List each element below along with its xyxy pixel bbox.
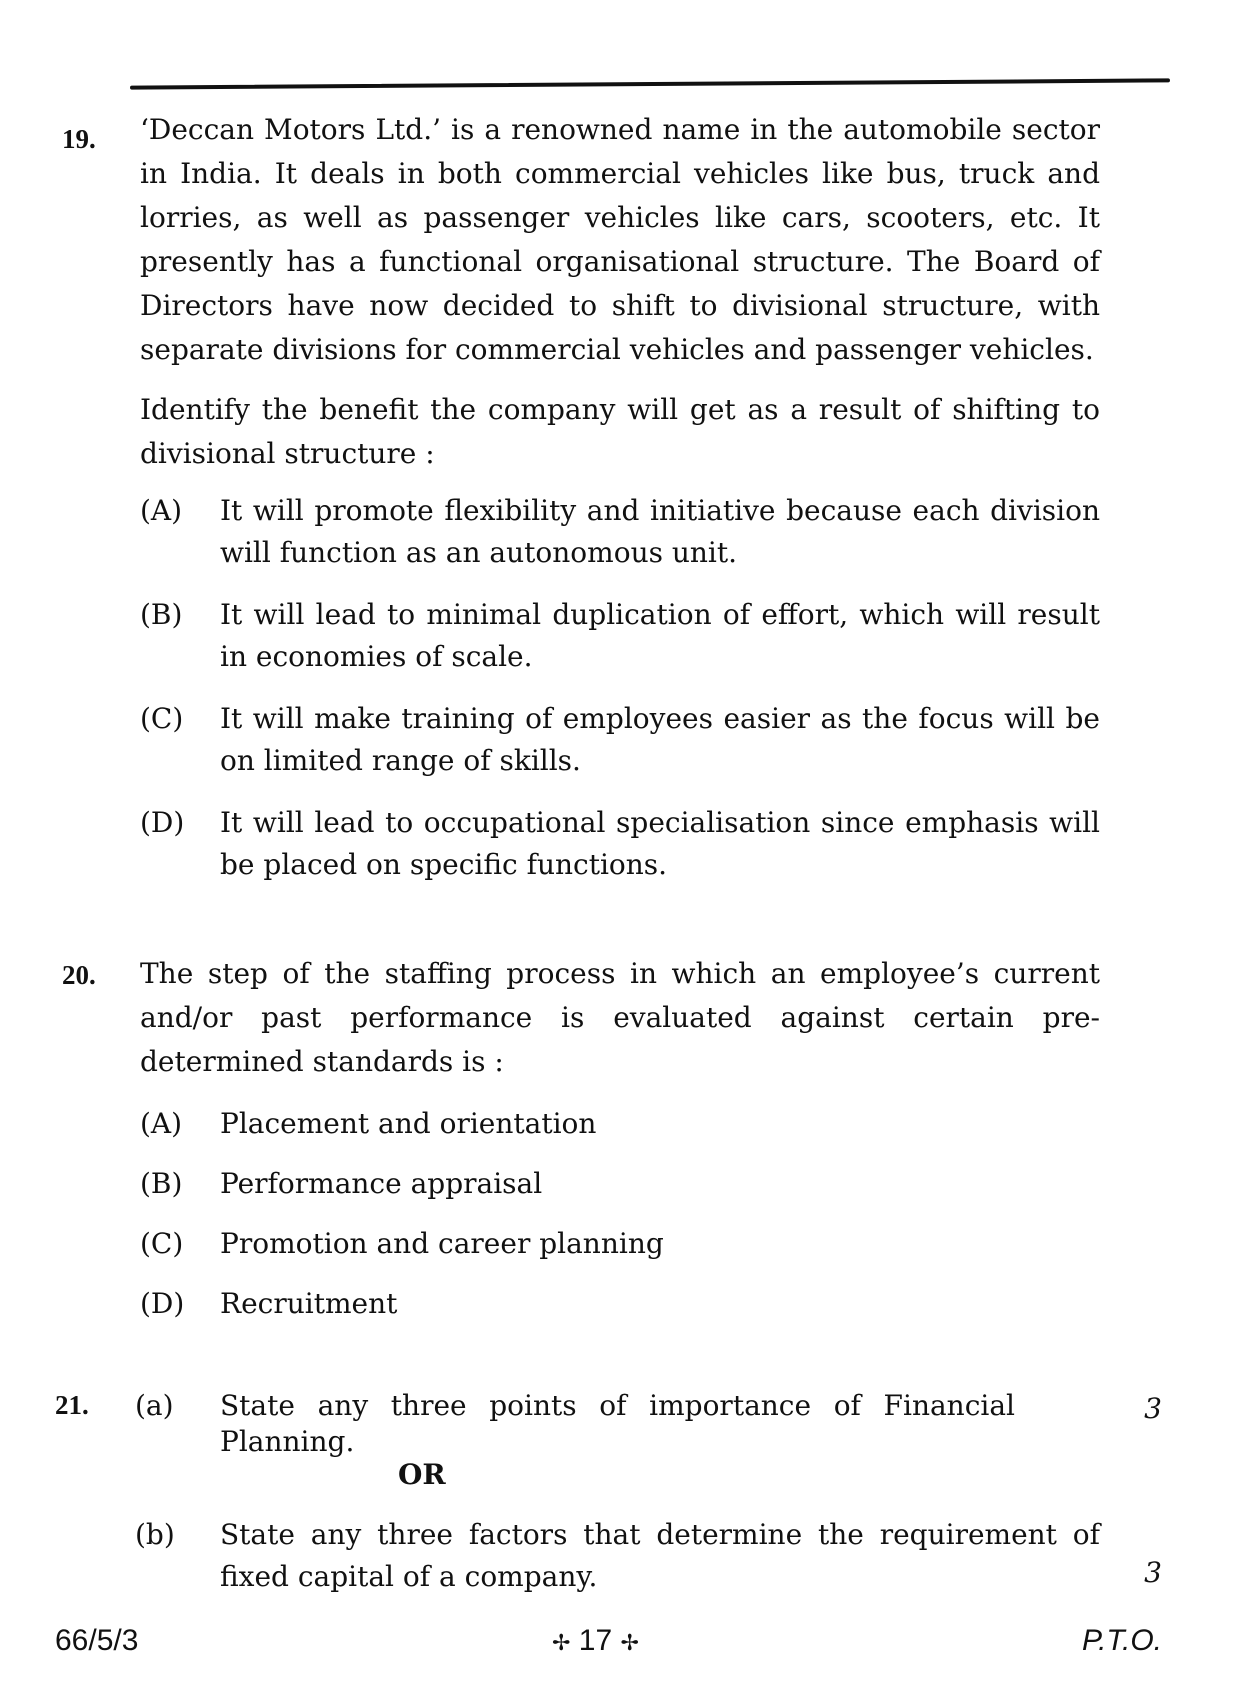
q19-option-b bbox=[140, 594, 1100, 678]
part-text: State any three factors that determine the requirement of fixed capital of a company. bbox=[220, 1518, 1100, 1593]
option-text: It will make training of employees easier as the focus will be on limited range of skills. bbox=[220, 702, 1100, 777]
q20-option-c bbox=[140, 1226, 1100, 1262]
option-label: (C) bbox=[140, 1227, 184, 1260]
option-label: (C) bbox=[140, 702, 184, 735]
option-label: (B) bbox=[140, 1167, 183, 1200]
question-19-number: 19. bbox=[62, 124, 96, 154]
question-21-number: 21. bbox=[55, 1390, 89, 1420]
page-number bbox=[552, 1624, 639, 1658]
right-ornament-icon: ✢ bbox=[620, 1630, 639, 1655]
question-19-prompt: Identify the benefit the company will get as a result of shifting to divisional structure : bbox=[140, 393, 1100, 470]
q20-option-b bbox=[140, 1166, 1100, 1202]
q21b-marks: 3 bbox=[1144, 1556, 1162, 1589]
option-text: Recruitment bbox=[220, 1287, 398, 1320]
option-label: (B) bbox=[140, 598, 183, 631]
option-label: (D) bbox=[140, 806, 185, 839]
question-20-paragraph: The step of the staffing process in which an employee’s current and/or past performance is evaluated against certain pre-determined standards is : bbox=[140, 957, 1100, 1078]
q21-part-b bbox=[135, 1514, 1100, 1598]
option-label: (D) bbox=[140, 1287, 185, 1320]
top-rule bbox=[130, 78, 1170, 89]
option-text: It will lead to occupational specialisation since emphasis will be placed on specific functions. bbox=[220, 806, 1100, 881]
question-19-paragraph: ‘Deccan Motors Ltd.’ is a renowned name in the automobile sector in India. It deals in both commercial vehicles like bus, truck and lorries, as well as passenger vehicles like cars, scooters, etc. It presently has a functional organisational structure. The Board of Directors have now decided to shift to divisional structure, with separate divisions for commercial vehicles and passenger vehicles. bbox=[140, 113, 1100, 366]
part-text: State any three points of importance of Financial Planning. bbox=[220, 1389, 1015, 1458]
part-label: (a) bbox=[135, 1389, 174, 1422]
part-label: (b) bbox=[135, 1518, 175, 1551]
option-label: (A) bbox=[140, 1107, 183, 1140]
q20-option-d bbox=[140, 1286, 1100, 1322]
option-text: Placement and orientation bbox=[220, 1107, 597, 1140]
q21-part-a bbox=[135, 1388, 1015, 1460]
q19-option-a bbox=[140, 490, 1100, 574]
q19-option-d bbox=[140, 802, 1100, 886]
option-label: (A) bbox=[140, 494, 183, 527]
q21a-marks: 3 bbox=[1144, 1392, 1162, 1425]
option-text: It will promote flexibility and initiative because each division will function as an autonomous unit. bbox=[220, 494, 1100, 569]
or-separator: OR bbox=[398, 1458, 446, 1491]
option-text: Performance appraisal bbox=[220, 1167, 543, 1200]
option-text: Promotion and career planning bbox=[220, 1227, 664, 1260]
q20-option-a bbox=[140, 1106, 1100, 1142]
page-number-value: 17 bbox=[578, 1624, 613, 1657]
left-ornament-icon: ✢ bbox=[552, 1630, 571, 1655]
pto-label: P.T.O. bbox=[1081, 1624, 1162, 1657]
paper-code: 66/5/3 bbox=[55, 1624, 139, 1657]
q19-option-c bbox=[140, 698, 1100, 782]
option-text: It will lead to minimal duplication of effort, which will result in economies of scale. bbox=[220, 598, 1100, 673]
question-20-number: 20. bbox=[62, 960, 96, 990]
